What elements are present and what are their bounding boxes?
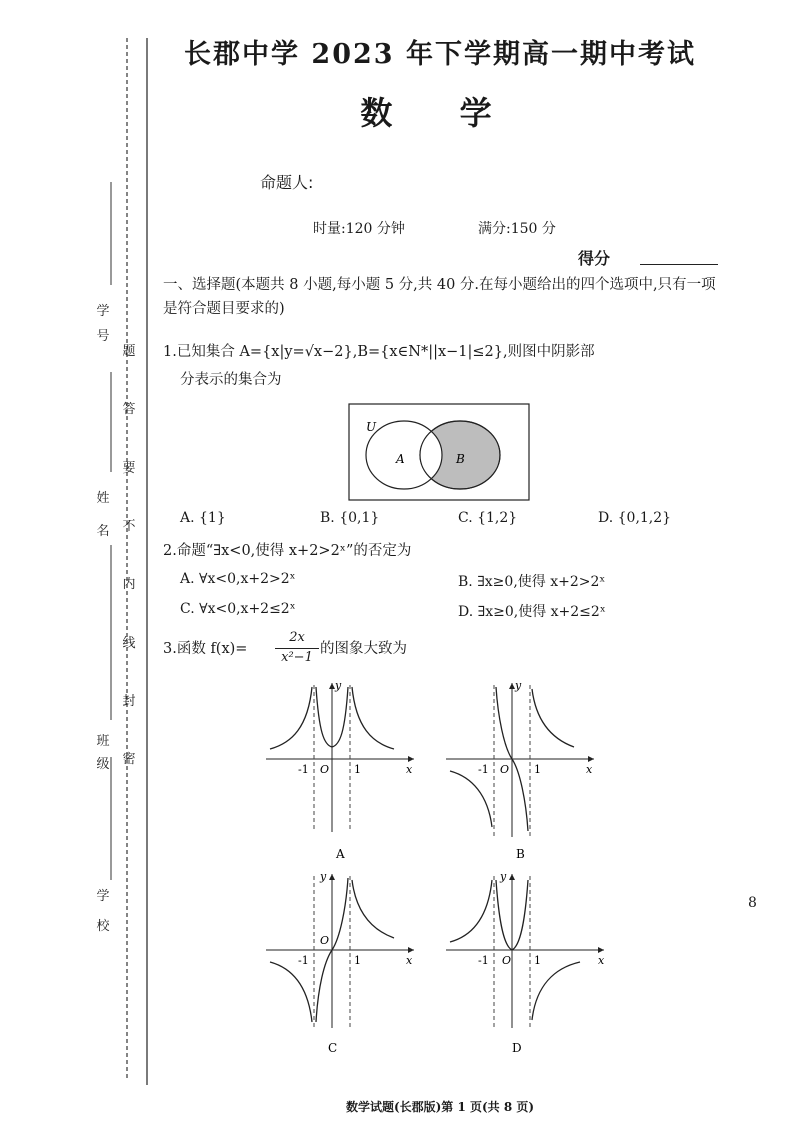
seal-char: 线 (122, 636, 136, 651)
field-student-id-char2: 号 (96, 329, 110, 344)
binding-margin (0, 0, 160, 1124)
q1-stem-line2: 分表示的集合为 (180, 372, 282, 388)
graph-a-one: 1 (354, 763, 361, 776)
graph-b-minus-one: -1 (478, 763, 489, 776)
q3-fraction-denominator: x²−1 (281, 650, 313, 665)
field-name-char2: 名 (96, 524, 110, 539)
graph-c-origin: O (320, 934, 330, 947)
seal-char: 题 (122, 344, 136, 359)
graph-d-one: 1 (534, 954, 541, 967)
field-name-char1: 姓 (96, 491, 110, 506)
q1-stem-line1: 1.已知集合 A={x|y=√x−2},B={x∈N*||x−1|≤2},则图中阴影部 (163, 344, 595, 360)
field-class-char2: 级 (96, 757, 110, 772)
seal-char: 封 (122, 694, 136, 709)
q2-option-d[interactable]: D. ∃x≥0,使得 x+2≤2ˣ (458, 604, 606, 620)
graph-c-label: C (328, 1041, 338, 1055)
graph-b-label: B (516, 847, 525, 861)
graph-b-x-label: x (586, 763, 593, 776)
venn-diagram (348, 403, 530, 501)
side-mark: 8 (748, 895, 757, 911)
graph-d-x-label: x (598, 954, 605, 967)
score-label: 得分 (578, 249, 611, 268)
venn-u-label: U (366, 420, 377, 434)
graph-b[interactable] (442, 677, 602, 862)
graph-c-y-label: y (320, 870, 327, 883)
graph-c-minus-one: -1 (298, 954, 309, 967)
graph-d-origin: O (502, 954, 512, 967)
graph-d-label: D (512, 1041, 522, 1055)
field-student-id-char1: 学 (96, 304, 110, 319)
q1-option-c[interactable]: C. {1,2} (458, 510, 518, 526)
graph-a-minus-one: -1 (298, 763, 309, 776)
q2-option-c[interactable]: C. ∀x<0,x+2≤2ˣ (180, 601, 296, 617)
graph-b-y-label: y (515, 679, 522, 692)
q3-stem-suffix: 的图象大致为 (320, 641, 407, 657)
field-school-char2: 校 (96, 919, 110, 934)
exam-title: 长郡中学 2023 年下学期高一期中考试 (184, 39, 696, 70)
graph-b-one: 1 (534, 763, 541, 776)
seal-char: 不 (122, 519, 136, 534)
graph-b-origin: O (500, 763, 510, 776)
time-limit: 时量:120 分钟 (313, 221, 405, 237)
graph-a-origin: O (320, 763, 330, 776)
q1-option-d[interactable]: D. {0,1,2} (598, 510, 672, 526)
q3-fraction-numerator: 2x (289, 630, 305, 645)
graph-c[interactable] (262, 868, 422, 1058)
seal-char: 要 (122, 461, 136, 476)
seal-char: 内 (122, 577, 136, 592)
q1-option-b[interactable]: B. {0,1} (320, 510, 380, 526)
venn-a-label: A (396, 452, 405, 466)
seal-char: 答 (122, 402, 136, 417)
seal-char: 密 (122, 752, 136, 767)
q3-fraction-bar (275, 648, 319, 649)
full-score: 满分:150 分 (478, 221, 556, 237)
subject-title: 数 学 (360, 94, 520, 132)
venn-b-label: B (456, 452, 465, 466)
graph-c-one: 1 (354, 954, 361, 967)
q2-option-b[interactable]: B. ∃x≥0,使得 x+2>2ˣ (458, 574, 606, 590)
q1-option-a[interactable]: A. {1} (180, 510, 226, 526)
graph-a[interactable] (262, 677, 422, 862)
field-school-char1: 学 (96, 889, 110, 904)
graph-c-x-label: x (406, 954, 413, 967)
graph-d-y-label: y (500, 870, 507, 883)
page-footer: 数学试题(长郡版)第 1 页(共 8 页) (345, 1100, 535, 1114)
graph-a-label: A (336, 847, 345, 861)
q2-stem: 2.命题“∃x<0,使得 x+2>2ˣ”的否定为 (163, 543, 412, 559)
score-blank[interactable] (640, 264, 718, 265)
q3-stem-prefix: 3.函数 f(x)= (163, 641, 248, 657)
graph-d[interactable] (442, 868, 612, 1058)
section-heading: 一、选择题(本题共 8 小题,每小题 5 分,共 40 分.在每小题给出的四个选项中,只有一项是符合题目要求的) (163, 277, 716, 317)
field-class-char1: 班 (96, 734, 110, 749)
graph-a-y-label: y (335, 679, 342, 692)
setter-label: 命题人: (260, 173, 314, 192)
graph-d-minus-one: -1 (478, 954, 489, 967)
q2-option-a[interactable]: A. ∀x<0,x+2>2ˣ (180, 571, 296, 587)
graph-a-x-label: x (406, 763, 413, 776)
